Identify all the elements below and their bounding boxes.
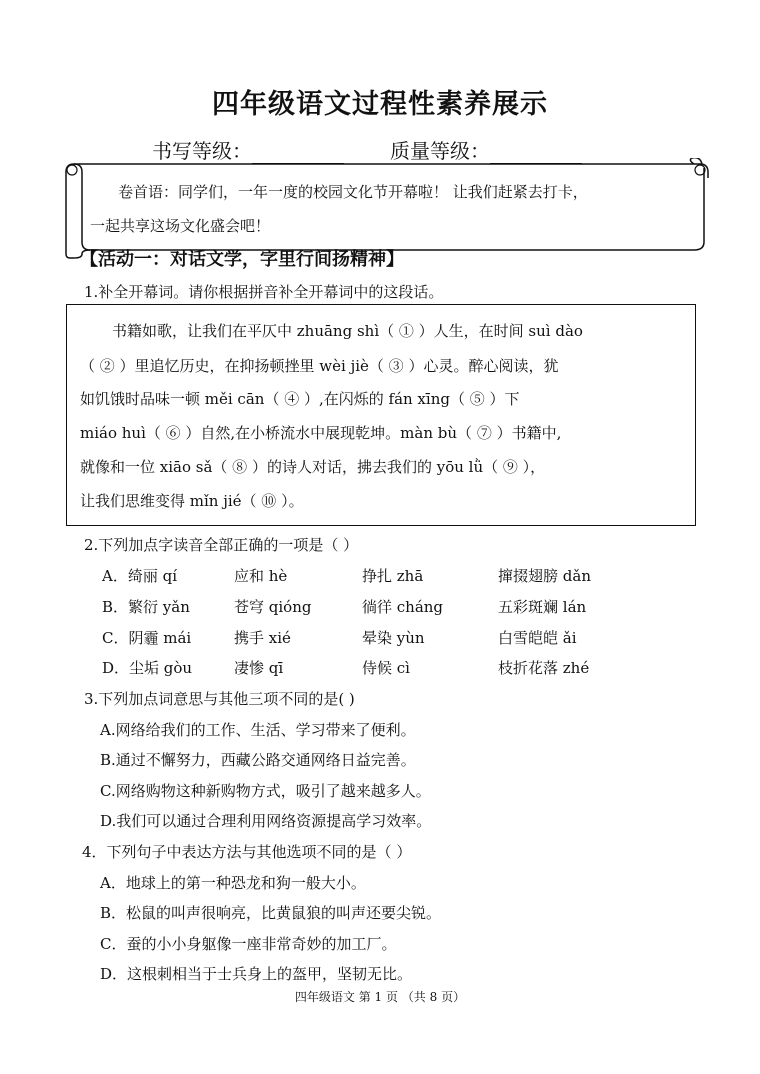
- activity-1-heading: 【活动一：对话文学，字里行间扬精神】: [80, 249, 404, 270]
- passage-line: （ ② ）里追忆历史，在抑扬顿挫里 wèi jiè（ ③ ）心灵。醉心阅读，犹: [80, 357, 559, 375]
- quality-grade-label: 质量等级：: [390, 139, 490, 163]
- option-a-4: 撺掇翅膀 dǎn: [498, 567, 591, 585]
- option-c-2: 携手 xié: [234, 629, 291, 647]
- option-d-4: 枝折花落 zhé: [498, 659, 590, 677]
- question-2-stem: 2.下列加点字读音全部正确的一项是（ ）: [84, 536, 359, 554]
- option-b-2: 苍穹 qióng: [234, 598, 312, 616]
- option-c-1: C．阴霾 mái: [102, 629, 192, 647]
- option-c-3: 晕染 yùn: [362, 629, 425, 647]
- option-a-1: A．绮丽 qí: [102, 567, 178, 585]
- question-4-option-c: C．蚕的小小身躯像一座非常奇妙的加工厂。: [100, 935, 397, 953]
- question-4-option-b: B．松鼠的叫声很响亮，比黄鼠狼的叫声还要尖锐。: [100, 904, 442, 922]
- option-b-3: 徜徉 cháng: [362, 598, 444, 616]
- question-3-option-b: B.通过不懈努力，西藏公路交通网络日益完善。: [100, 751, 416, 769]
- question-3-option-a: A.网络给我们的工作、生活、学习带来了便利。: [100, 721, 416, 739]
- option-d-1: D．尘垢 gòu: [102, 659, 193, 677]
- preface-line-2: 一起共享这场文化盛会吧！: [90, 217, 271, 235]
- writing-grade-label: 书写等级：: [152, 139, 252, 163]
- page-title: 四年级语文过程性素养展示: [212, 89, 548, 120]
- option-b-1: B．繁衍 yǎn: [102, 598, 190, 616]
- option-d-2: 凄惨 qī: [234, 659, 284, 677]
- option-b-4: 五彩斑斓 lán: [498, 598, 587, 616]
- page-footer: 四年级语文 第 1 页 （共 8 页）: [294, 990, 466, 1004]
- question-4-option-d: D．这根刺相当于士兵身上的盔甲，坚韧无比。: [100, 965, 413, 983]
- option-d-3: 侍候 cì: [362, 659, 410, 677]
- question-1-stem: 1.补全开幕词。请你根据拼音补全开幕词中的这段话。: [84, 283, 444, 301]
- question-4-option-a: A．地球上的第一种恐龙和狗一般大小。: [100, 874, 366, 892]
- passage-line: 书籍如歌，让我们在平仄中 zhuāng shì（ ① ）人生，在时间 suì dào: [112, 322, 583, 340]
- question-3-option-c: C.网络购物这种新购物方式，吸引了越来越多人。: [100, 782, 431, 800]
- option-a-2: 应和 hè: [234, 567, 288, 585]
- question-4-stem: 4．下列句子中表达方法与其他选项不同的是（ ）: [82, 843, 412, 861]
- option-c-4: 白雪皑皑 ǎi: [498, 629, 577, 647]
- preface-line-1: 卷首语：同学们，一年一度的校园文化节开幕啦！ 让我们赶紧去打卡，: [118, 183, 588, 201]
- passage-line: 让我们思维变得 mǐn jié（ ⑩ ）。: [80, 492, 304, 510]
- passage-line: 就像和一位 xiāo sǎ（ ⑧ ）的诗人对话，拂去我们的 yōu lǜ（ ⑨ ），: [80, 458, 546, 476]
- question-3-stem: 3.下列加点词意思与其他三项不同的是( ): [84, 690, 355, 708]
- passage-line: miáo huì（ ⑥ ）自然,在小桥流水中展现乾坤。màn bù（ ⑦ ）书籍中,: [80, 424, 562, 442]
- option-a-3: 挣扎 zhā: [362, 567, 424, 585]
- question-3-option-d: D.我们可以通过合理利用网络资源提高学习效率。: [100, 812, 432, 830]
- passage-line: 如饥饿时品味一顿 měi cān（ ④ ）,在闪烁的 fán xīng（ ⑤ ）下: [80, 390, 520, 408]
